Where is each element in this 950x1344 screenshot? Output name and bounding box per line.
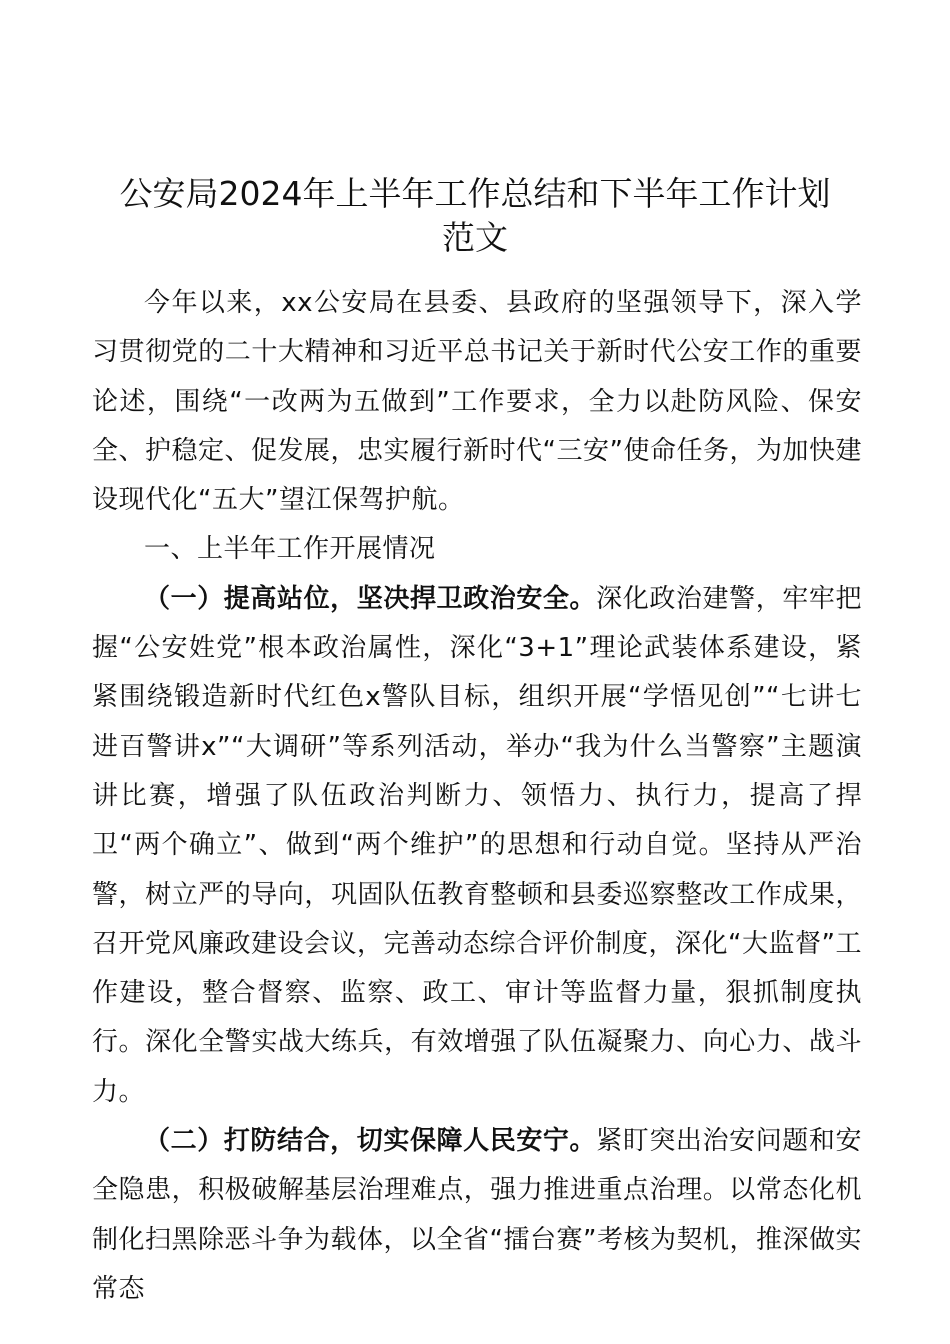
title-line-1: 公安局2024年上半年工作总结和下半年工作计划	[119, 174, 831, 213]
item-2-heading: （二）打防结合，切实保障人民安宁。	[144, 1126, 597, 1157]
item-2-text: 紧盯突出治安问题和安全隐患，积极破解基层治理难点，强力推进重点治理。以常态化机制化扫黑除恶斗争为载体，以全省“擂台赛”考核为契机，推深做实常态	[92, 1126, 862, 1304]
title-line-2: 范文	[442, 218, 508, 257]
document-body	[92, 279, 862, 1314]
section-heading: 一、上半年工作开展情况	[144, 534, 436, 565]
item-1-heading: （一）提高站位，坚决捍卫政治安全。	[144, 583, 597, 614]
item-1-text: 深化政治建警，牢牢把握“公安姓党”根本政治属性，深化“3+1”理论武装体系建设，紧紧围绕锻造新时代红色x警队目标，组织开展“学悟见创”“七讲七进百警讲x”“大调研”等系列活动，举办“我为什么当警察”主题演讲比赛，增强了队伍政治判断力、领悟力、执行力，提高了捍卫“两个确立”、做到“两个维护”的思想和行动自觉。坚持从严治警，树立严的导向，巩固队伍教育整顿和县委巡察整改工作成果，召开党风廉政建设会议，完善动态综合评价制度，深化“大监督”工作建设，整合督察、监察、政工、审计等监督力量，狠抓制度执行。深化全警实战大练兵，有效增强了队伍凝聚力、向心力、战斗力。	[92, 583, 862, 1107]
item-2-paragraph	[92, 1117, 862, 1314]
item-1-paragraph	[92, 575, 862, 1117]
intro-paragraph: 今年以来，xx公安局在县委、县政府的坚强领导下，深入学习贯彻党的二十大精神和习近平总书记关于新时代公安工作的重要论述，围绕“一改两为五做到”工作要求，全力以赴防风险、保安全、护稳定、促发展，忠实履行新时代“三安”使命任务，为加快建设现代化“五大”望江保驾护航。	[92, 288, 862, 516]
document-title	[90, 172, 860, 260]
